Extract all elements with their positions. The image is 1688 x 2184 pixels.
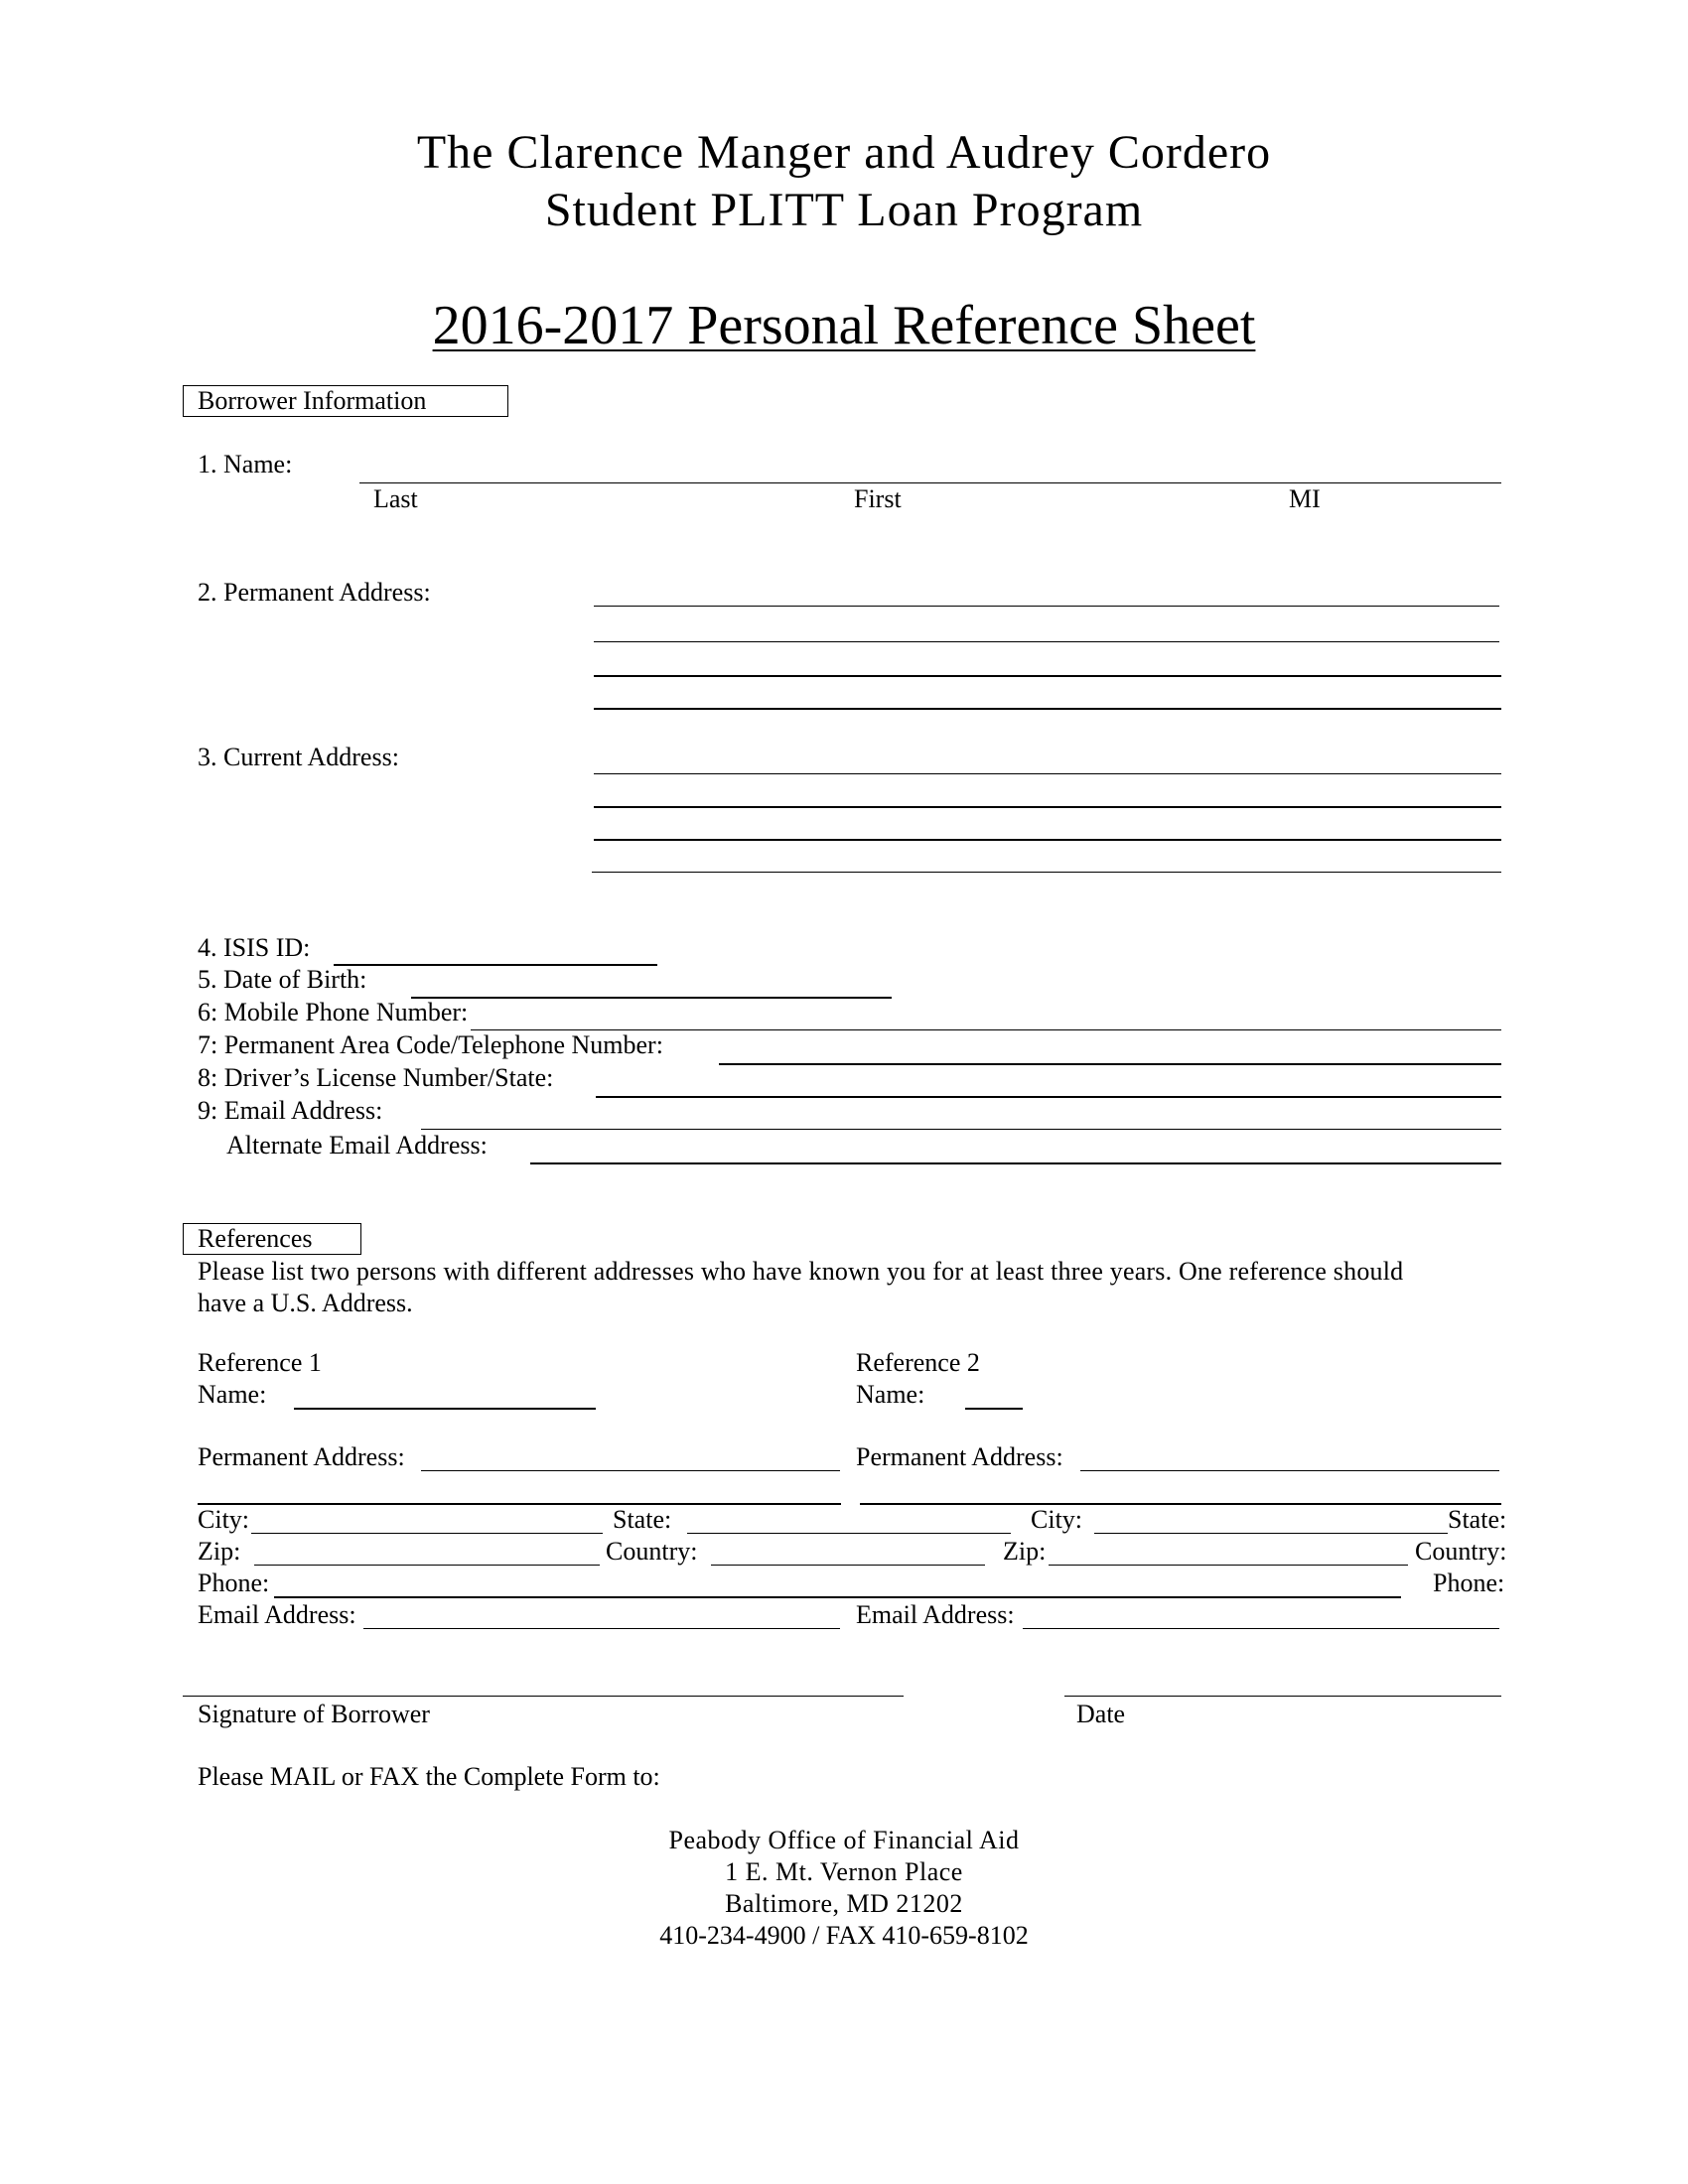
reference2-address-line-2[interactable]	[860, 1503, 1501, 1505]
references-instructions-line1: Please list two persons with different addresses who have known you for at least three years. One reference should	[198, 1257, 1404, 1286]
drivers-license-label: 8: Driver’s License Number/State:	[198, 1063, 554, 1092]
reference1-perm-address-field[interactable]	[421, 1470, 840, 1471]
name-first-caption: First	[854, 484, 902, 513]
reference2-name-field[interactable]	[965, 1408, 1023, 1410]
signature-field[interactable]	[183, 1696, 904, 1697]
permanent-address-line-2[interactable]	[594, 641, 1499, 642]
alt-email-field[interactable]	[530, 1162, 1501, 1164]
current-address-line-3[interactable]	[594, 839, 1501, 841]
reference2-email-label: Email Address:	[856, 1600, 1015, 1629]
date-label: Date	[1076, 1700, 1126, 1728]
reference2-phone-label: Phone:	[1433, 1569, 1505, 1597]
current-address-label: 3. Current Address:	[198, 743, 399, 771]
permanent-phone-label: 7: Permanent Area Code/Telephone Number:	[198, 1030, 663, 1059]
reference1-perm-address-label: Permanent Address:	[198, 1442, 405, 1471]
reference2-city-field[interactable]	[1094, 1533, 1448, 1534]
program-title-line2: Student PLITT Loan Program	[544, 184, 1144, 236]
reference2-zip-label: Zip:	[1003, 1537, 1047, 1566]
current-address-line-2[interactable]	[594, 806, 1501, 808]
permanent-phone-field[interactable]	[719, 1063, 1501, 1065]
reference2-country-label: Country:	[1415, 1537, 1507, 1566]
reference1-email-label: Email Address:	[198, 1600, 356, 1629]
current-address-line-1[interactable]	[594, 773, 1501, 774]
dob-field[interactable]	[411, 997, 892, 999]
references-instructions-line2: have a U.S. Address.	[198, 1289, 413, 1317]
name-label: 1. Name:	[198, 450, 293, 478]
alt-email-label: Alternate Email Address:	[226, 1131, 488, 1160]
drivers-license-field[interactable]	[596, 1096, 1501, 1098]
sheet-title: 2016-2017 Personal Reference Sheet	[432, 295, 1256, 356]
reference1-zip-label: Zip:	[198, 1537, 241, 1566]
isis-id-label: 4. ISIS ID:	[198, 933, 311, 962]
name-mi-caption: MI	[1289, 484, 1321, 513]
phone-field-shared[interactable]	[274, 1596, 1401, 1598]
signature-label: Signature of Borrower	[198, 1700, 430, 1728]
name-field[interactable]	[359, 482, 1501, 483]
reference1-city-label: City:	[198, 1505, 250, 1534]
reference2-title: Reference 2	[856, 1348, 980, 1377]
current-address-line-4[interactable]	[592, 872, 1501, 873]
isis-id-field[interactable]	[334, 964, 657, 966]
reference2-city-label: City:	[1031, 1505, 1083, 1534]
permanent-address-line-4[interactable]	[594, 708, 1501, 710]
permanent-address-label: 2. Permanent Address:	[198, 578, 431, 607]
office-street: 1 E. Mt. Vernon Place	[725, 1857, 963, 1886]
reference1-title: Reference 1	[198, 1348, 322, 1377]
email-field[interactable]	[421, 1129, 1501, 1130]
borrower-section-label-text: Borrower Information	[198, 386, 427, 415]
email-label: 9: Email Address:	[198, 1096, 383, 1125]
references-section-label	[183, 1223, 361, 1255]
date-field[interactable]	[1064, 1696, 1501, 1697]
dob-label: 5. Date of Birth:	[198, 965, 367, 994]
reference1-address-line-2[interactable]	[198, 1503, 841, 1505]
references-section-label-text: References	[198, 1224, 313, 1253]
program-title-line1: The Clarence Manger and Audrey Cordero	[416, 126, 1272, 179]
reference2-name-label: Name:	[856, 1380, 925, 1409]
reference2-perm-address-field[interactable]	[1080, 1470, 1499, 1471]
reference2-zip-field[interactable]	[1049, 1565, 1408, 1566]
reference2-email-field[interactable]	[1023, 1628, 1499, 1629]
office-name: Peabody Office of Financial Aid	[668, 1826, 1020, 1854]
office-phones: 410-234-4900 / FAX 410-659-8102	[659, 1921, 1029, 1950]
reference1-country-field[interactable]	[711, 1565, 985, 1566]
mobile-phone-label: 6: Mobile Phone Number:	[198, 998, 469, 1026]
mailing-instruction: Please MAIL or FAX the Complete Form to:	[198, 1762, 660, 1791]
reference2-perm-address-label: Permanent Address:	[856, 1442, 1063, 1471]
reference1-city-field[interactable]	[251, 1533, 603, 1534]
reference1-state-field[interactable]	[687, 1533, 1011, 1534]
borrower-section-label	[183, 385, 508, 417]
reference2-state-label: State:	[1448, 1505, 1507, 1534]
reference1-name-label: Name:	[198, 1380, 267, 1409]
office-city: Baltimore, MD 21202	[725, 1889, 963, 1918]
reference1-phone-label: Phone:	[198, 1569, 270, 1597]
reference1-country-label: Country:	[606, 1537, 698, 1566]
reference1-email-field[interactable]	[363, 1628, 840, 1629]
reference1-zip-field[interactable]	[254, 1565, 600, 1566]
permanent-address-line-1[interactable]	[594, 606, 1499, 607]
name-last-caption: Last	[373, 484, 418, 513]
reference1-state-label: State:	[613, 1505, 672, 1534]
reference1-name-field[interactable]	[294, 1408, 596, 1410]
permanent-address-line-3[interactable]	[594, 675, 1501, 677]
